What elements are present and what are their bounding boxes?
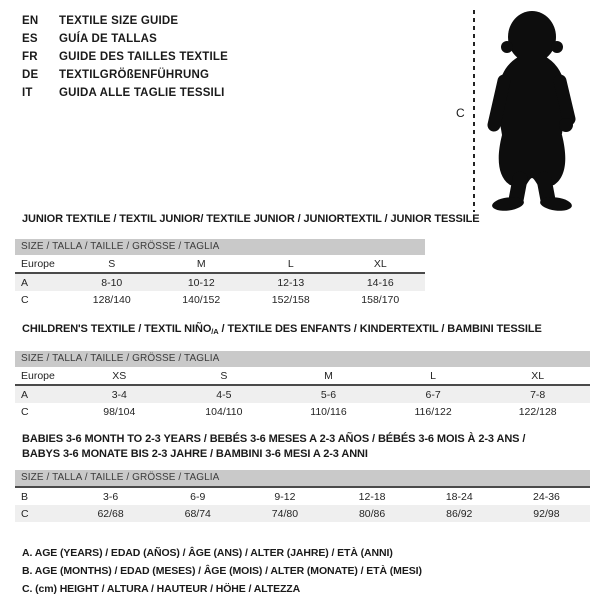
row-label: C [21, 405, 29, 418]
table-row-height [15, 505, 590, 522]
baby-silhouette-icon [482, 7, 582, 213]
size-cell: 3-4 [111, 388, 127, 401]
size-header-bar: SIZE / TALLA / TAILLE / GRÖSSE / TAGLIA [15, 470, 590, 488]
size-cell: 5-6 [320, 388, 337, 401]
language-title: GUIDE DES TAILLES TEXTILE [59, 51, 228, 63]
size-cell: 10-12 [187, 276, 215, 289]
language-row-de [22, 66, 228, 84]
language-row-en [22, 12, 228, 30]
language-list [22, 12, 228, 102]
size-cell: 24-36 [533, 490, 560, 503]
size-cell: 4-5 [216, 388, 232, 401]
size-cell: 12-13 [277, 276, 305, 289]
size-cell: 8-10 [101, 276, 123, 289]
size-cell: 158/170 [361, 293, 400, 306]
language-row-it [22, 84, 228, 102]
table-row-months [15, 488, 590, 505]
row-label: C [21, 293, 29, 306]
size-cell: 3-6 [102, 490, 119, 503]
language-code: ES [22, 33, 38, 45]
babies-size-table [15, 470, 590, 522]
size-cell: XS [112, 369, 127, 382]
table-row-age [15, 386, 590, 403]
table-row-height [15, 291, 425, 308]
table-row-europe [15, 367, 590, 386]
size-cell: 74/80 [271, 507, 299, 520]
size-cell: 86/92 [446, 507, 473, 520]
height-dotted-line [473, 10, 475, 212]
size-cell: 110/116 [310, 405, 347, 418]
size-cell: 122/128 [518, 405, 557, 418]
language-code: EN [22, 15, 39, 27]
size-cell: 116/122 [414, 405, 452, 418]
row-label: A [21, 276, 29, 289]
size-cell: 14-16 [366, 276, 394, 289]
size-cell: L [430, 369, 436, 382]
size-cell: 6-9 [190, 490, 206, 503]
size-cell: 128/140 [92, 293, 131, 306]
size-cell: XL [531, 369, 545, 382]
language-code: FR [22, 51, 38, 63]
language-code: DE [22, 69, 39, 81]
size-header-bar: SIZE / TALLA / TAILLE / GRÖSSE / TAGLIA [15, 351, 590, 367]
junior-size-table [15, 239, 425, 308]
size-header-bar: SIZE / TALLA / TAILLE / GRÖSSE / TAGLIA [15, 239, 425, 255]
size-cell: 7-8 [530, 388, 546, 401]
row-label: B [21, 490, 29, 503]
babies-section [15, 432, 590, 522]
children-title-post: / TEXTILE DES ENFANTS / KINDERTEXTIL / BAMBINI TESSILE [218, 323, 542, 335]
size-cell: 68/74 [184, 507, 211, 520]
table-row-age [15, 274, 425, 291]
children-title-pre: CHILDREN'S TEXTILE / TEXTIL NIÑO [22, 323, 212, 335]
junior-section [15, 213, 590, 308]
note-age-years: A. AGE (YEARS) / EDAD (AÑOS) / ÂGE (ANS) / ALTER (JAHRE) / ETÀ (ANNI) [22, 547, 393, 559]
language-title: GUÍA DE TALLAS [59, 33, 157, 45]
size-tables-area [15, 213, 590, 598]
table-row-height [15, 403, 590, 420]
height-measure-label: C [456, 106, 465, 120]
babies-title-line2: BABYS 3-6 MONATE BIS 2-3 JAHRE / BAMBINI 3-6 MESI A 2-3 ANNI [22, 448, 368, 460]
language-title: TEXTILE SIZE GUIDE [59, 15, 179, 27]
size-cell: 18-24 [445, 490, 473, 503]
row-label: Europe [21, 257, 55, 270]
legend-notes [22, 544, 590, 598]
note-age-months: B. AGE (MONTHS) / EDAD (MESES) / ÂGE (MOIS) / ALTER (MONATE) / ETÀ (MESI) [22, 565, 422, 577]
size-cell: 104/110 [205, 405, 243, 418]
size-cell: XL [373, 257, 387, 270]
size-cell: M [324, 369, 333, 382]
children-size-table [15, 351, 590, 420]
row-label: A [21, 388, 29, 401]
size-cell: 98/104 [103, 405, 136, 418]
note-height-cm: C. (cm) HEIGHT / ALTURA / HAUTEUR / HÖHE / ALTEZZA [22, 583, 301, 595]
children-section [15, 323, 590, 420]
babies-table-title [22, 432, 590, 462]
size-cell: 92/98 [533, 507, 560, 520]
size-cell: M [196, 257, 206, 270]
language-code: IT [22, 87, 33, 99]
size-cell: 6-7 [425, 388, 441, 401]
size-cell: L [287, 257, 294, 270]
size-cell: S [108, 257, 116, 270]
size-cell: 62/68 [97, 507, 124, 520]
language-row-es [22, 30, 228, 48]
table-row-europe [15, 255, 425, 274]
language-title: TEXTILGRÖßENFÜHRUNG [59, 69, 210, 81]
size-cell: 12-18 [358, 490, 386, 503]
language-title: GUIDA ALLE TAGLIE TESSILI [59, 87, 225, 99]
size-cell: 80/86 [358, 507, 386, 520]
language-row-fr [22, 48, 228, 66]
babies-title-line1: BABIES 3-6 MONTH TO 2-3 YEARS / BEBÉS 3-6 MESES A 2-3 AÑOS / BÉBÉS 3-6 MOIS À 2-3 ANS / [22, 433, 526, 445]
row-label: Europe [21, 369, 55, 382]
size-cell: 152/158 [271, 293, 310, 306]
size-cell: 140/152 [182, 293, 221, 306]
size-cell: 9-12 [274, 490, 296, 503]
size-cell: S [220, 369, 228, 382]
children-table-title [22, 323, 590, 338]
row-label: C [21, 507, 29, 520]
children-title-sub: /A [211, 327, 219, 336]
junior-table-title: JUNIOR TEXTILE / TEXTIL JUNIOR/ TEXTILE JUNIOR / JUNIORTEXTIL / JUNIOR TESSILE [22, 213, 480, 225]
